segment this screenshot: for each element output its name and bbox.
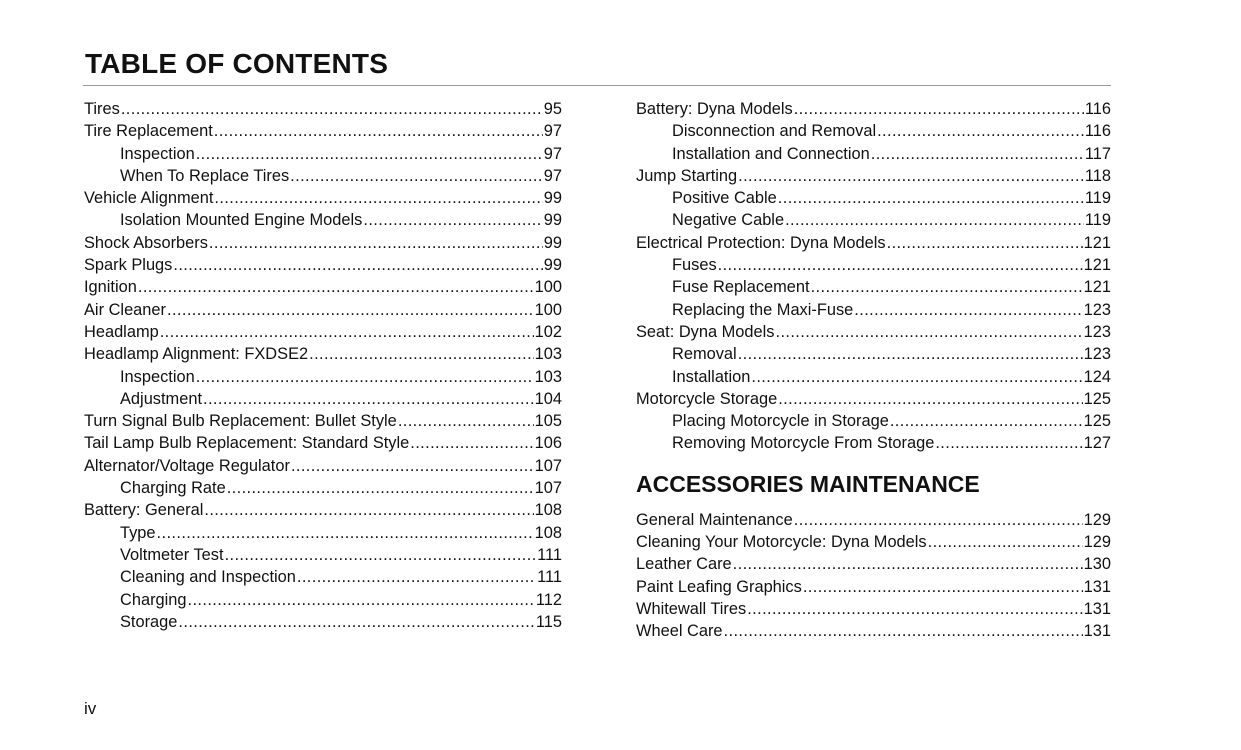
toc-entry xyxy=(636,232,1111,254)
toc-entry-label: Installation xyxy=(672,367,751,386)
toc-entry-label: When To Replace Tires xyxy=(120,166,290,185)
toc-entry-label: Tail Lamp Bulb Replacement: Standard Style xyxy=(84,434,410,453)
toc-entry-label: Alternator/Voltage Regulator xyxy=(84,456,290,475)
toc-entry xyxy=(636,187,1111,209)
toc-entry-page: 100 xyxy=(534,300,562,319)
dot-leader xyxy=(173,254,542,276)
toc-entry xyxy=(636,321,1111,343)
toc-entry-label: Electrical Protection: Dyna Models xyxy=(636,233,886,252)
toc-entry-label: Wheel Care xyxy=(636,622,723,641)
dot-leader xyxy=(803,576,1083,598)
dot-leader xyxy=(214,120,543,142)
toc-entry xyxy=(84,388,562,410)
toc-entry-page: 129 xyxy=(1083,510,1111,529)
toc-entry-label: Charging xyxy=(120,590,187,609)
dot-leader xyxy=(204,499,533,521)
toc-entry-page: 104 xyxy=(534,389,562,408)
toc-entry xyxy=(84,209,562,231)
dot-leader xyxy=(138,276,534,298)
dot-leader xyxy=(160,321,534,343)
toc-entry-label: Isolation Mounted Engine Models xyxy=(120,211,363,230)
toc-entry xyxy=(636,254,1111,276)
toc-entry-page: 107 xyxy=(534,479,562,498)
toc-entry-page: 131 xyxy=(1083,599,1111,618)
toc-entry-label: Disconnection and Removal xyxy=(672,122,877,141)
dot-leader xyxy=(121,98,543,120)
toc-entry-label: Whitewall Tires xyxy=(636,599,747,618)
toc-entry-label: Inspection xyxy=(120,367,195,386)
toc-entry-page: 107 xyxy=(534,456,562,475)
toc-entry xyxy=(84,410,562,432)
toc-entry-page: 123 xyxy=(1083,345,1111,364)
toc-entry-page: 130 xyxy=(1083,555,1111,574)
toc-entry-page: 97 xyxy=(543,144,562,163)
toc-entry-page: 99 xyxy=(543,211,562,230)
toc-entry-page: 123 xyxy=(1083,322,1111,341)
toc-entry xyxy=(636,410,1111,432)
toc-entry xyxy=(84,455,562,477)
dot-leader xyxy=(778,388,1082,410)
toc-entry xyxy=(84,477,562,499)
toc-entry xyxy=(84,432,562,454)
toc-accessories-entries xyxy=(636,509,1111,643)
toc-entry xyxy=(84,98,562,120)
toc-entry-label: Jump Starting xyxy=(636,166,738,185)
toc-right-column xyxy=(636,98,1111,643)
toc-entry-label: Fuse Replacement xyxy=(672,278,810,297)
dot-leader xyxy=(227,477,534,499)
toc-entry xyxy=(84,522,562,544)
toc-entry-label: Positive Cable xyxy=(672,189,777,208)
toc-entry-label: Shock Absorbers xyxy=(84,233,208,252)
dot-leader xyxy=(738,343,1083,365)
dot-leader xyxy=(890,410,1083,432)
dot-leader xyxy=(214,187,542,209)
toc-entry-label: Battery: Dyna Models xyxy=(636,100,793,118)
toc-entry-label: Cleaning Your Motorcycle: Dyna Models xyxy=(636,533,927,552)
toc-entry xyxy=(84,544,562,566)
toc-entry xyxy=(636,165,1111,187)
toc-entry-label: Negative Cable xyxy=(672,211,785,230)
dot-leader xyxy=(785,209,1084,231)
dot-leader xyxy=(178,611,534,633)
toc-entry-label: Installation and Connection xyxy=(672,144,870,163)
toc-entry-page: 125 xyxy=(1083,412,1111,431)
toc-entry-label: Ignition xyxy=(84,278,137,297)
dot-leader xyxy=(196,366,534,388)
toc-entry-page: 118 xyxy=(1084,166,1111,185)
toc-entry-page: 108 xyxy=(534,501,562,520)
toc-entry-page: 97 xyxy=(543,122,562,141)
dot-leader xyxy=(309,343,534,365)
toc-entry xyxy=(636,276,1111,298)
toc-entry xyxy=(636,576,1111,598)
dot-leader xyxy=(928,531,1083,553)
toc-entry-label: General Maintenance xyxy=(636,510,793,529)
toc-entry-page: 124 xyxy=(1083,367,1111,386)
toc-entry xyxy=(636,98,1111,120)
toc-entry-label: Leather Care xyxy=(636,555,732,574)
toc-entry-page: 105 xyxy=(534,412,562,431)
toc-entry xyxy=(636,553,1111,575)
toc-entry-label: Vehicle Alignment xyxy=(84,189,214,208)
toc-entry xyxy=(84,232,562,254)
dot-leader xyxy=(751,366,1082,388)
toc-entry-page: 100 xyxy=(534,278,562,297)
toc-entry-label: Motorcycle Storage xyxy=(636,389,778,408)
toc-entry-label: Cleaning and Inspection xyxy=(120,568,296,587)
toc-entry xyxy=(84,120,562,142)
dot-leader xyxy=(291,455,534,477)
dot-leader xyxy=(877,120,1084,142)
toc-entry-page: 121 xyxy=(1083,233,1111,252)
toc-entry xyxy=(84,589,562,611)
toc-entry xyxy=(84,299,562,321)
title-divider xyxy=(83,85,1111,86)
dot-leader xyxy=(733,553,1083,575)
toc-entry xyxy=(636,432,1111,454)
toc-entry-label: Headlamp Alignment: FXDSE2 xyxy=(84,345,309,364)
dot-leader xyxy=(196,143,543,165)
dot-leader xyxy=(747,598,1082,620)
toc-entry-page: 125 xyxy=(1083,389,1111,408)
dot-leader xyxy=(854,299,1082,321)
toc-entry-page: 119 xyxy=(1084,189,1111,208)
toc-entry xyxy=(84,611,562,633)
dot-leader xyxy=(363,209,542,231)
accessories-section-heading: ACCESSORIES MAINTENANCE xyxy=(636,470,980,497)
dot-leader xyxy=(203,388,534,410)
toc-entry-page: 123 xyxy=(1083,300,1111,319)
toc-entry xyxy=(636,531,1111,553)
toc-entry-label: Fuses xyxy=(672,256,717,275)
toc-entry xyxy=(636,209,1111,231)
toc-entry-label: Removing Motorcycle From Storage xyxy=(672,434,935,453)
dot-leader xyxy=(718,254,1083,276)
toc-entry-page: 131 xyxy=(1083,577,1111,596)
toc-entry-label: Charging Rate xyxy=(120,479,226,498)
toc-entry-page: 115 xyxy=(535,612,562,631)
toc-entry-label: Placing Motorcycle in Storage xyxy=(672,412,889,431)
dot-leader xyxy=(887,232,1083,254)
toc-entry-page: 121 xyxy=(1083,278,1111,297)
dot-leader xyxy=(871,143,1084,165)
toc-entry-page: 108 xyxy=(534,523,562,542)
toc-entry-page: 111 xyxy=(537,568,562,587)
dot-leader xyxy=(398,410,534,432)
dot-leader xyxy=(724,620,1083,642)
toc-entry-label: Voltmeter Test xyxy=(120,545,224,564)
toc-entry-label: Paint Leafing Graphics xyxy=(636,577,802,596)
dot-leader xyxy=(794,509,1083,531)
toc-entry-label: Type xyxy=(120,523,156,542)
dot-leader xyxy=(225,544,537,566)
toc-entry-page: 127 xyxy=(1083,434,1111,453)
toc-entry-label: Battery: General xyxy=(84,501,204,520)
toc-entry xyxy=(636,366,1111,388)
toc-entry xyxy=(636,388,1111,410)
toc-entry-page: 99 xyxy=(543,233,562,252)
dot-leader xyxy=(738,165,1084,187)
toc-entry-page: 116 xyxy=(1084,122,1111,141)
toc-entry-label: Turn Signal Bulb Replacement: Bullet Style xyxy=(84,412,397,431)
toc-entry xyxy=(84,187,562,209)
dot-leader xyxy=(188,589,535,611)
toc-entry-page: 121 xyxy=(1083,256,1111,275)
page-number: iv xyxy=(84,699,97,718)
dot-leader xyxy=(157,522,534,544)
toc-entry-page: 95 xyxy=(543,100,562,118)
toc-entry-page: 117 xyxy=(1084,144,1111,163)
toc-entry-page: 116 xyxy=(1084,100,1111,118)
toc-entry-label: Adjustment xyxy=(120,389,202,408)
toc-entry-page: 99 xyxy=(543,256,562,275)
dot-leader xyxy=(167,299,534,321)
toc-entry xyxy=(636,509,1111,531)
toc-entry xyxy=(84,165,562,187)
toc-right-entries xyxy=(636,98,1111,455)
dot-leader xyxy=(794,98,1084,120)
dot-leader xyxy=(811,276,1083,298)
dot-leader xyxy=(290,165,543,187)
toc-entry-label: Replacing the Maxi-Fuse xyxy=(672,300,854,319)
toc-entry xyxy=(84,366,562,388)
toc-entry-page: 119 xyxy=(1084,211,1111,230)
toc-entry xyxy=(84,276,562,298)
toc-entry xyxy=(636,343,1111,365)
toc-entry xyxy=(636,143,1111,165)
toc-entry-label: Tires xyxy=(84,100,120,118)
toc-entry xyxy=(636,299,1111,321)
toc-entry-label: Removal xyxy=(672,345,737,364)
toc-entry-page: 131 xyxy=(1083,622,1111,641)
toc-entry-label: Tire Replacement xyxy=(84,122,213,141)
toc-entry xyxy=(84,143,562,165)
toc-entry xyxy=(84,566,562,588)
dot-leader xyxy=(410,432,533,454)
toc-entry-label: Seat: Dyna Models xyxy=(636,322,775,341)
toc-entry xyxy=(84,254,562,276)
toc-entry-page: 111 xyxy=(537,545,562,564)
toc-entry xyxy=(84,343,562,365)
toc-entry-label: Storage xyxy=(120,612,178,631)
toc-entry-page: 103 xyxy=(534,367,562,386)
toc-left-column xyxy=(84,98,562,633)
toc-entry xyxy=(636,620,1111,642)
toc-entry xyxy=(84,499,562,521)
toc-entry-page: 103 xyxy=(534,345,562,364)
page-title: TABLE OF CONTENTS xyxy=(85,48,389,79)
toc-entry-page: 102 xyxy=(534,322,562,341)
toc-entry xyxy=(636,598,1111,620)
toc-entry-page: 106 xyxy=(534,434,562,453)
toc-entry-page: 97 xyxy=(543,166,562,185)
toc-entry-label: Spark Plugs xyxy=(84,256,173,275)
dot-leader xyxy=(778,187,1084,209)
toc-entry-label: Inspection xyxy=(120,144,195,163)
toc-entry-page: 129 xyxy=(1083,533,1111,552)
dot-leader xyxy=(775,321,1082,343)
toc-entry xyxy=(636,120,1111,142)
dot-leader xyxy=(935,432,1082,454)
dot-leader xyxy=(297,566,536,588)
toc-entry-page: 112 xyxy=(535,590,562,609)
dot-leader xyxy=(209,232,543,254)
toc-entry-label: Headlamp xyxy=(84,322,159,341)
toc-entry-page: 99 xyxy=(543,189,562,208)
toc-entry xyxy=(84,321,562,343)
toc-entry-label: Air Cleaner xyxy=(84,300,166,319)
